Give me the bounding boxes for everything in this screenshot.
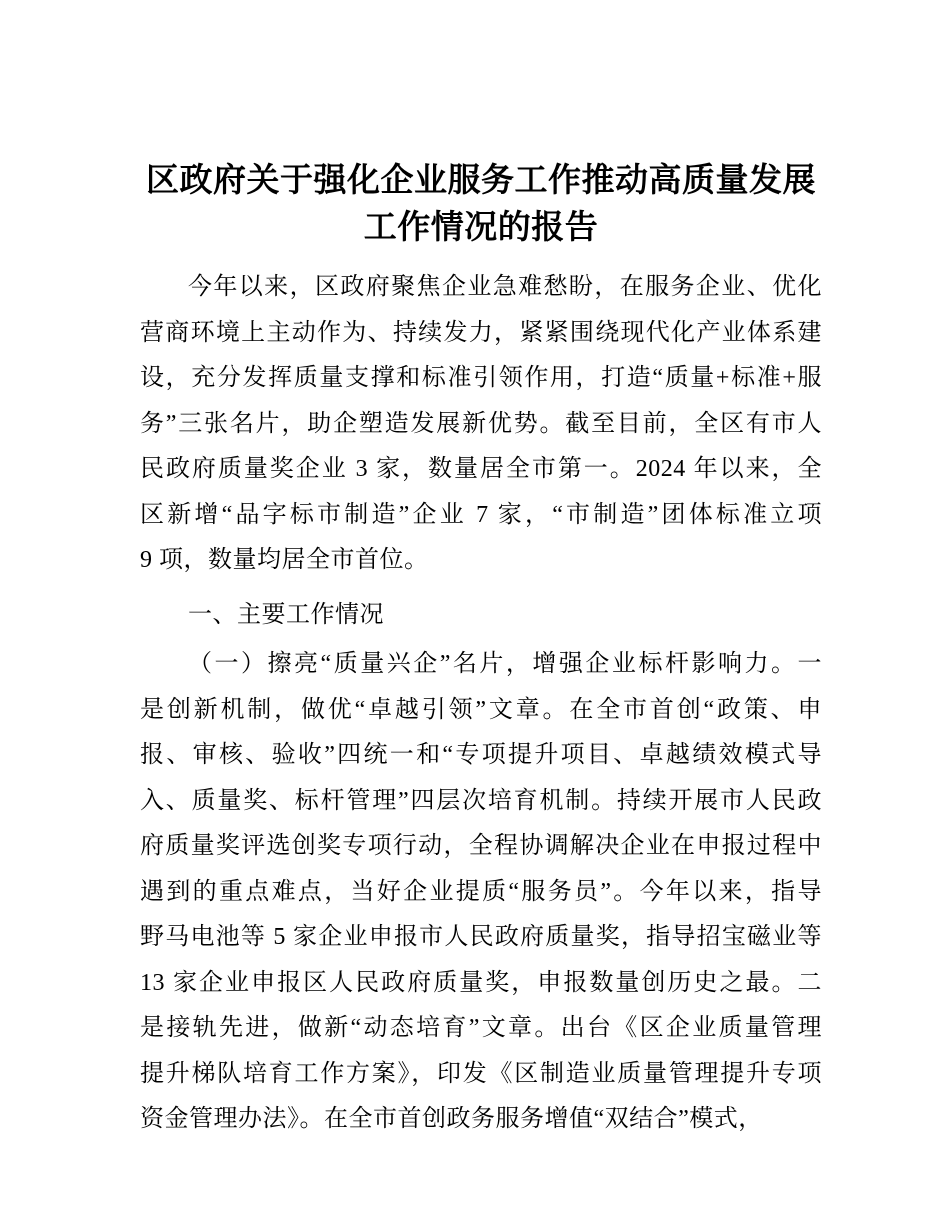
text-line: 是接轨先进，做新“动态培育”文章。出台《区企业质量管理 xyxy=(140,1015,822,1041)
document-body xyxy=(140,265,822,1143)
text-line: 9 项，数量均居全市首位。 xyxy=(140,547,429,573)
text-line: 一、主要工作情况 xyxy=(188,601,384,628)
text-line: （一）擦亮“质量兴企”名片，增强企业标杆影响力。一 xyxy=(188,651,822,677)
text-line: 提升梯队培育工作方案》，印发《区制造业质量管理提升专项 xyxy=(140,1060,822,1087)
text-line: 营商环境上主动作为、持续发力，紧紧围绕现代化产业体系建 xyxy=(140,319,822,346)
document-title-line: 区政府关于强化企业服务工作推动高质量发展 xyxy=(146,161,816,198)
text-line: 今年以来，区政府聚焦企业急难愁盼，在服务企业、优化 xyxy=(188,274,822,300)
text-line: 府质量奖评选创奖专项行动，全程协调解决企业在申报过程中 xyxy=(140,833,822,859)
text-line: 是创新机制，做优“卓越引领”文章。在全市首创“政策、申 xyxy=(140,696,822,723)
section-heading xyxy=(140,593,822,639)
text-line: 资金管理办法》。在全市首创政务服务增值“双结合”模式， xyxy=(140,1106,763,1132)
text-line: 入、质量奖、标杆管理”四层次培育机制。持续开展市人民政 xyxy=(140,787,822,814)
body-paragraph xyxy=(140,642,822,1143)
document-title xyxy=(140,156,822,250)
text-line: 务”三张名片，助企塑造发展新优势。截至目前，全区有市人 xyxy=(140,410,822,437)
text-line: 13 家企业申报区人民政府质量奖，申报数量创历史之最。二 xyxy=(140,969,822,996)
text-line: 设，充分发挥质量支撑和标准引领作用，打造“质量+标准+服 xyxy=(140,365,822,391)
document-title-line: 工作情况的报告 xyxy=(363,208,599,245)
body-paragraph xyxy=(140,265,822,584)
text-line: 民政府质量奖企业 3 家，数量居全市第一。2024 年以来，全 xyxy=(140,456,822,482)
text-line: 报、审核、验收”四统一和“专项提升项目、卓越绩效模式导 xyxy=(140,742,822,768)
text-line: 区新增“品字标市制造”企业 7 家，“市制造”团体标准立项 xyxy=(140,501,822,528)
text-line: 遇到的重点难点，当好企业提质“服务员”。今年以来，指导 xyxy=(140,878,822,905)
text-line: 野马电池等 5 家企业申报市人民政府质量奖，指导招宝磁业等 xyxy=(140,924,822,950)
